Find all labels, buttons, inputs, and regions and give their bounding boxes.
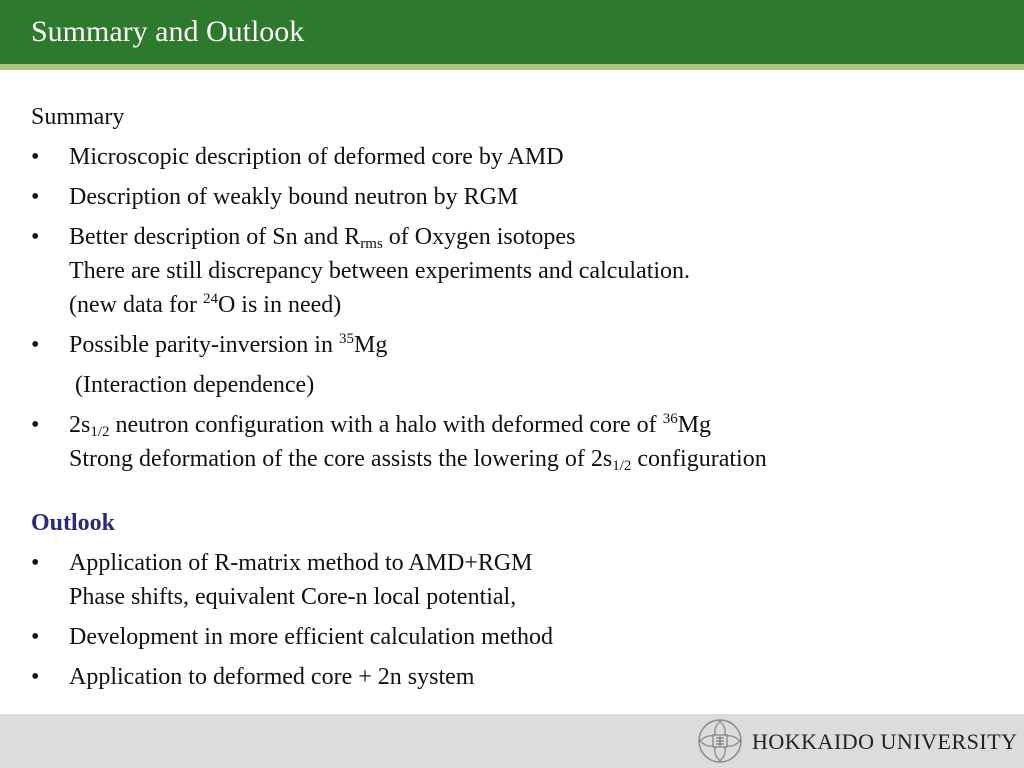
item-text <box>69 546 991 614</box>
superscript: 24 <box>202 291 218 307</box>
subscript: 1/2 <box>612 458 632 474</box>
indented-note: (Interaction dependence) <box>75 372 315 398</box>
subscript: 1/2 <box>90 424 110 440</box>
superscript: 36 <box>662 411 678 427</box>
text-run: neutron configuration with a halo with deformed core of <box>109 412 663 438</box>
list-item <box>31 140 991 174</box>
list-item <box>31 180 991 214</box>
list-item <box>31 620 991 654</box>
bullet: • <box>31 224 40 250</box>
list-item <box>31 328 991 362</box>
superscript: 35 <box>338 331 354 347</box>
bullet: • <box>31 144 40 170</box>
bullet: • <box>31 412 40 438</box>
bullet: • <box>31 624 40 650</box>
text-run: Strong deformation of the core assists the lowering of 2s <box>69 446 613 472</box>
text-run: O is in need) <box>217 292 342 318</box>
text-run: Possible parity-inversion in <box>69 332 339 358</box>
item-line <box>69 288 991 322</box>
item-text: Description of weakly bound neutron by RGM <box>69 184 519 210</box>
item-line <box>69 442 991 476</box>
bullet: • <box>31 184 40 210</box>
text-run: (new data for <box>69 292 203 318</box>
item-line: Application of R-matrix method to AMD+RGM <box>69 550 533 576</box>
outlook-heading: Outlook <box>31 510 116 536</box>
subscript: rms <box>360 236 383 252</box>
item-text: Development in more efficient calculation method <box>69 624 554 650</box>
university-name: HOKKAIDO UNIVERSITY <box>752 729 1018 754</box>
item-line <box>69 408 991 442</box>
title-stripe <box>0 64 1024 70</box>
bullet: • <box>31 332 40 358</box>
list-item <box>31 408 991 476</box>
list-item <box>31 546 991 614</box>
text-run: of Oxygen isotopes <box>382 224 576 250</box>
list-item <box>31 660 991 694</box>
text-run: Better description of Sn and R <box>69 224 361 250</box>
item-line <box>69 220 991 254</box>
item-line: Phase shifts, equivalent Core-n local potential, <box>69 584 517 610</box>
page-title: Summary and Outlook <box>31 15 305 48</box>
text-run: Mg <box>677 412 712 438</box>
slide-content <box>31 100 991 700</box>
text-run: Mg <box>353 332 388 358</box>
item-text <box>69 328 991 362</box>
item-text <box>69 408 991 476</box>
bullet: • <box>31 550 40 576</box>
item-text: Microscopic description of deformed core by AMD <box>69 144 564 170</box>
hokkaido-emblem-icon <box>697 718 743 764</box>
text-run: configuration <box>631 446 767 472</box>
list-item <box>31 220 991 322</box>
item-text: Application to deformed core + 2n system <box>69 664 475 690</box>
item-text <box>69 220 991 322</box>
summary-heading: Summary <box>31 104 125 130</box>
item-line: There are still discrepancy between experiments and calculation. <box>69 258 691 284</box>
bullet: • <box>31 664 40 690</box>
text-run: 2s <box>69 412 91 438</box>
